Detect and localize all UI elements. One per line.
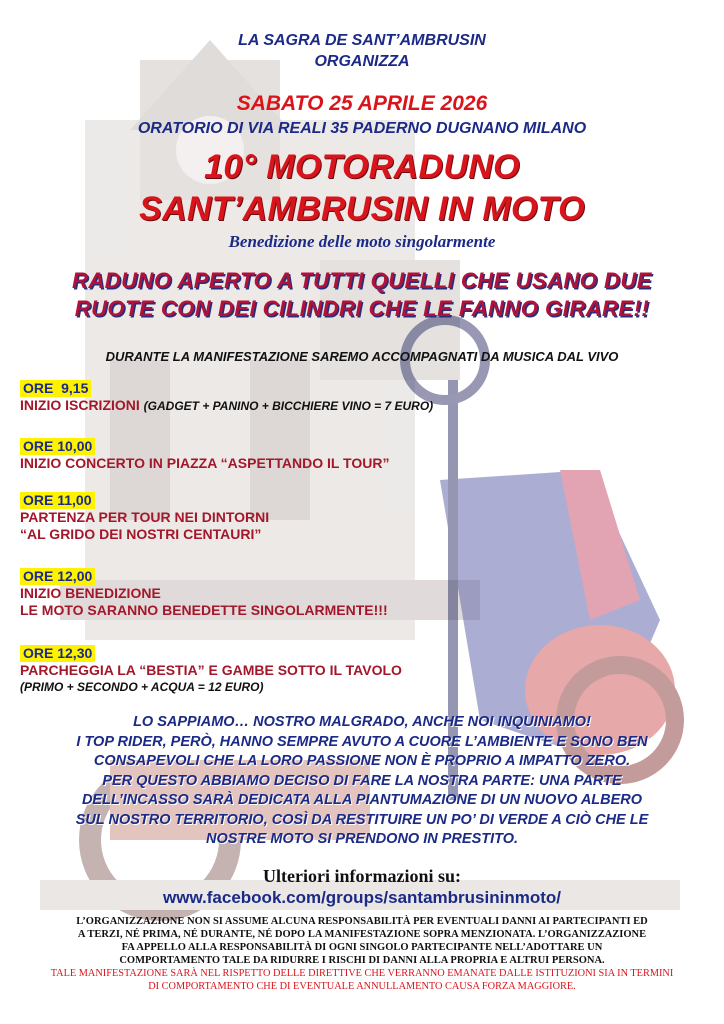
info-link-wrap: [0, 888, 724, 908]
event-venue: ORATORIO DI VIA REALI 35 PADERNO DUGNANO MILANO: [137, 120, 587, 137]
schedule-activity-2: “AL GRIDO DEI NOSTRI CENTAURI”: [20, 526, 262, 542]
schedule-item: [20, 438, 389, 472]
disclaimer-line: COMPORTAMENTO TALE DA RIDURRE I RISCHI DI DANNI ALLA PROPRIA E ALTRUI PERSONA.: [119, 955, 605, 966]
eco-line: DELL’INCASSO SARÀ DEDICATA ALLA PIANTUMAZIONE DI UN NUOVO ALBERO: [81, 792, 643, 808]
event-date: SABATO 25 APRILE 2026: [236, 92, 488, 115]
event-title-line1: 10° MOTORADUNO: [204, 148, 520, 186]
raduno-line2: RUOTE CON DEI CILINDRI CHE LE FANNO GIRARE!!: [74, 296, 650, 321]
disclaimer: [20, 915, 704, 967]
disclaimer-line: FA APPELLO ALLA RESPONSABILITÀ DI OGNI SINGOLO PARTECIPANTE NELL’ADOTTARE UN: [121, 942, 603, 953]
schedule-item: [20, 492, 269, 543]
schedule-activity: INIZIO BENEDIZIONE: [20, 585, 161, 601]
schedule-time: ORE 12,00: [20, 568, 95, 585]
schedule-activity-2: LE MOTO SARANNO BENEDETTE SINGOLARMENTE!!!: [20, 602, 388, 618]
schedule-activity: INIZIO ISCRIZIONI: [20, 397, 140, 413]
disclaimer-line: A TERZI, NÉ PRIMA, NÉ DURANTE, NÉ DOPO LA MANIFESTAZIONE SOPRA MENZIONATA. L’ORGANIZZAZIONE: [77, 929, 647, 940]
disclaimer-red-line: TALE MANIFESTAZIONE SARÀ NEL RISPETTO DELLE DIRETTIVE CHE VERRANNO EMANATE DALLE ISTITUZIONI SIA IN TERMINI: [50, 968, 674, 979]
disclaimer-line: L’ORGANIZZAZIONE NON SI ASSUME ALCUNA RESPONSABILITÀ PER EVENTUALI DANNI AI PARTECIPANTI ED: [76, 916, 648, 927]
schedule-time: ORE 9,15: [20, 380, 91, 397]
schedule-activity: PARCHEGGIA LA “BESTIA” E GAMBE SOTTO IL TAVOLO: [20, 662, 402, 678]
organizer-name: LA SAGRA DE SANT’AMBRUSIN: [238, 32, 486, 49]
schedule-note: (GADGET + PANINO + BICCHIERE VINO = 7 EURO): [143, 399, 434, 413]
eco-line: I TOP RIDER, PERÒ, HANNO SEMPRE AVUTO A CUORE L’AMBIENTE E SONO BEN: [76, 733, 648, 750]
schedule-item: [20, 568, 388, 619]
schedule-activity: INIZIO CONCERTO IN PIAZZA “ASPETTANDO IL TOUR”: [20, 455, 390, 471]
disclaimer-red-line: DI COMPORTAMENTO CHE DI EVENTUALE ANNULLAMENTO CAUSA FORZA MAGGIORE.: [148, 980, 576, 992]
schedule-activity: PARTENZA PER TOUR NEI DINTORNI: [20, 509, 270, 525]
organizer-subtitle: ORGANIZZA: [314, 53, 410, 70]
event-title-line2: SANT’AMBRUSIN IN MOTO: [139, 190, 585, 228]
eco-paragraph: [0, 713, 724, 850]
schedule-note: (PRIMO + SECONDO + ACQUA = 12 EURO): [20, 680, 264, 694]
raduno-line1: RADUNO APERTO A TUTTI QUELLI CHE USANO DUE: [72, 268, 652, 293]
schedule-time: ORE 11,00: [20, 492, 95, 509]
disclaimer-red: [20, 968, 704, 993]
facebook-link[interactable]: www.facebook.com/groups/santambrusininmoto/: [163, 888, 561, 907]
eco-line: PER QUESTO ABBIAMO DECISO DI FARE LA NOSTRA PARTE: UNA PARTE: [102, 772, 622, 789]
schedule-item: [20, 380, 433, 415]
event-subtitle: Benedizione delle moto singolarmente: [228, 232, 496, 251]
eco-line: LO SAPPIAMO… NOSTRO MALGRADO, ANCHE NOI INQUINIAMO!: [133, 714, 591, 730]
info-label: Ulteriori informazioni su:: [263, 866, 461, 886]
eco-line: SUL NOSTRO TERRITORIO, COSÌ DA RESTITUIRE UN PO’ DI VERDE A CIÒ CHE LE: [75, 811, 649, 828]
music-note: DURANTE LA MANIFESTAZIONE SAREMO ACCOMPAGNATI DA MUSICA DAL VIVO: [105, 349, 619, 364]
schedule-time: ORE 10,00: [20, 438, 95, 455]
schedule-item: [20, 645, 402, 696]
eco-line: CONSAPEVOLI CHE LA LORO PASSIONE NON È PROPRIO A IMPATTO ZERO.: [93, 753, 631, 769]
schedule-time: ORE 12,30: [20, 645, 95, 662]
eco-line: NOSTRE MOTO SI PRENDONO IN PRESTITO.: [205, 831, 519, 847]
